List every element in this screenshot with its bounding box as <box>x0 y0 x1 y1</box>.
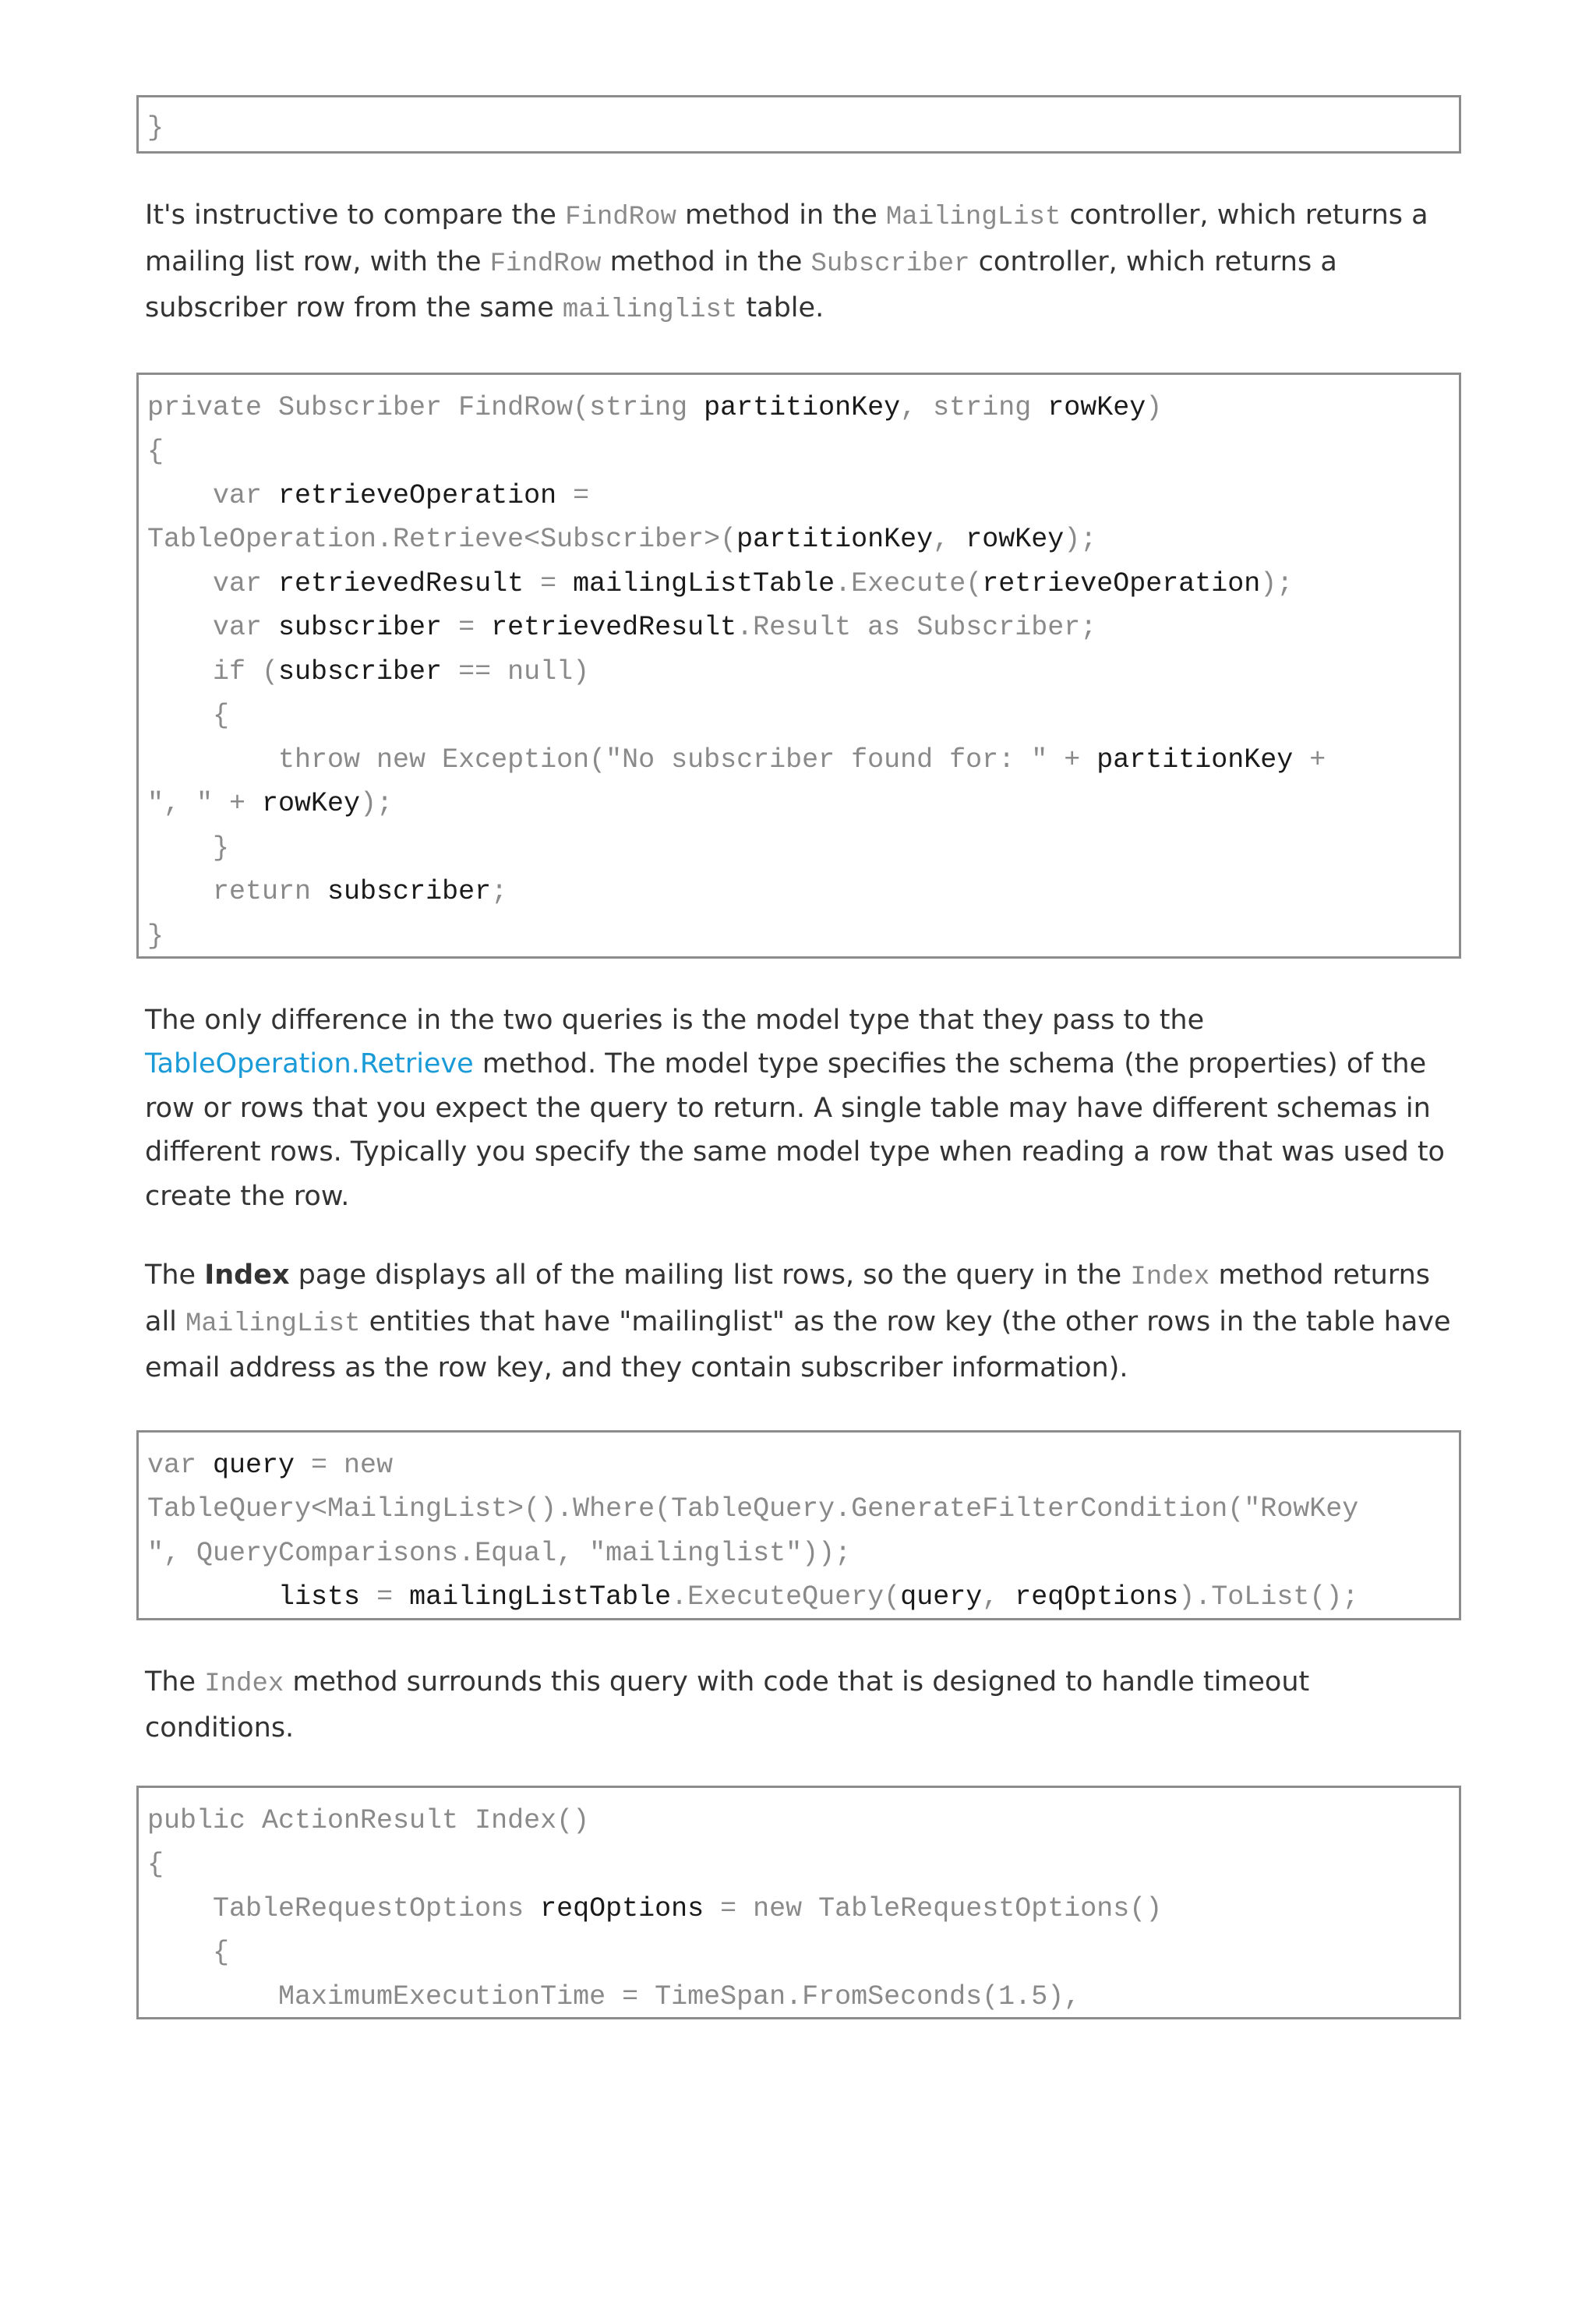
inline-code: FindRow <box>565 203 676 232</box>
text: method surrounds this query with code that is designed to handle timeout conditions. <box>145 1666 1310 1744</box>
code-line: public ActionResult Index() <box>147 1804 590 1836</box>
code-line: { <box>147 1849 164 1880</box>
inline-code: Index <box>204 1669 284 1699</box>
inline-code: MailingList <box>885 203 1061 232</box>
code-line: } <box>147 832 230 864</box>
code-line: { <box>147 436 164 467</box>
tableoperation-retrieve-link[interactable]: TableOperation.Retrieve <box>145 1048 474 1079</box>
code-line: var retrieveOperation = <box>147 479 590 511</box>
code-block-query <box>136 1430 1461 1620</box>
code-line: } <box>147 920 164 952</box>
inline-code: FindRow <box>489 249 602 279</box>
code-line: TableOperation.Retrieve<Subscriber>(partitionKey, rowKey); <box>147 524 1097 555</box>
paragraph-findrow-comparison <box>136 193 1461 333</box>
inline-code: Index <box>1130 1263 1210 1292</box>
bold-text: Index <box>204 1260 290 1291</box>
paragraph-model-type <box>136 998 1461 1219</box>
code-line: var subscriber = retrievedResult.Result as Subscriber; <box>147 612 1097 643</box>
code-line: { <box>147 1937 230 1968</box>
text: method in the <box>601 246 811 277</box>
inline-code: Subscriber <box>810 249 970 279</box>
code-line: lists = mailingListTable.ExecuteQuery(query, reqOptions).ToList(); <box>278 1581 1359 1613</box>
paragraph-index-timeout <box>136 1660 1461 1751</box>
code-line: throw new Exception("No subscriber found for: " + partitionKey + <box>147 744 1326 775</box>
text: method in the <box>676 200 886 231</box>
code-line: ", QueryComparisons.Equal, "mailinglist")); <box>147 1537 852 1569</box>
code-line: var query = new <box>147 1449 394 1481</box>
code-line: MaximumExecutionTime = TimeSpan.FromSeconds(1.5), <box>147 1980 1081 2012</box>
text: It's instructive to compare the <box>145 200 566 231</box>
code-line: var retrievedResult = mailingListTable.Execute(retrieveOperation); <box>147 567 1294 599</box>
text: table. <box>737 292 824 323</box>
code-line: return subscriber; <box>147 876 508 907</box>
code-block-index-method <box>136 1786 1461 2019</box>
inline-code: mailinglist <box>562 295 738 325</box>
code-line: } <box>147 112 164 143</box>
code-line: ", " + rowKey); <box>147 788 394 819</box>
paragraph-index-page <box>136 1253 1461 1390</box>
text: controller, which returns a subscriber row from the same <box>145 246 1337 323</box>
code-block-findrow <box>136 373 1461 959</box>
text: method. The model type specifies the schema (the properties) of the row or rows that you expect the query to return. A single table may have different schemas in different rows. Typically you specify the same model type when reading a row that was used to create the row. <box>145 1048 1445 1212</box>
code-line: TableRequestOptions reqOptions = new TableRequestOptions() <box>147 1892 1163 1924</box>
code-line: TableQuery<MailingList>().Where(TableQuery.GenerateFilterCondition("RowKey <box>147 1493 1359 1525</box>
document-page <box>136 95 1461 2019</box>
text: method returns all <box>145 1260 1431 1337</box>
code-block-closing-brace <box>136 95 1461 154</box>
text: entities that have "mailinglist" as the row key (the other rows in the table have email address as the row key, and they contain subscriber information). <box>145 1305 1451 1383</box>
text: The <box>145 1260 205 1291</box>
text: controller, which returns a mailing list row, with the <box>145 200 1428 277</box>
text: page displays all of the mailing list rows, so the query in the <box>289 1260 1131 1291</box>
text: The <box>145 1666 205 1698</box>
code-line: private Subscriber FindRow(string partitionKey, string rowKey) <box>147 391 1163 423</box>
inline-code: MailingList <box>185 1309 361 1339</box>
code-line: { <box>147 700 230 731</box>
text: The only difference in the two queries is the model type that they pass to the <box>145 1004 1205 1036</box>
code-line: if (subscriber == null) <box>147 655 590 687</box>
